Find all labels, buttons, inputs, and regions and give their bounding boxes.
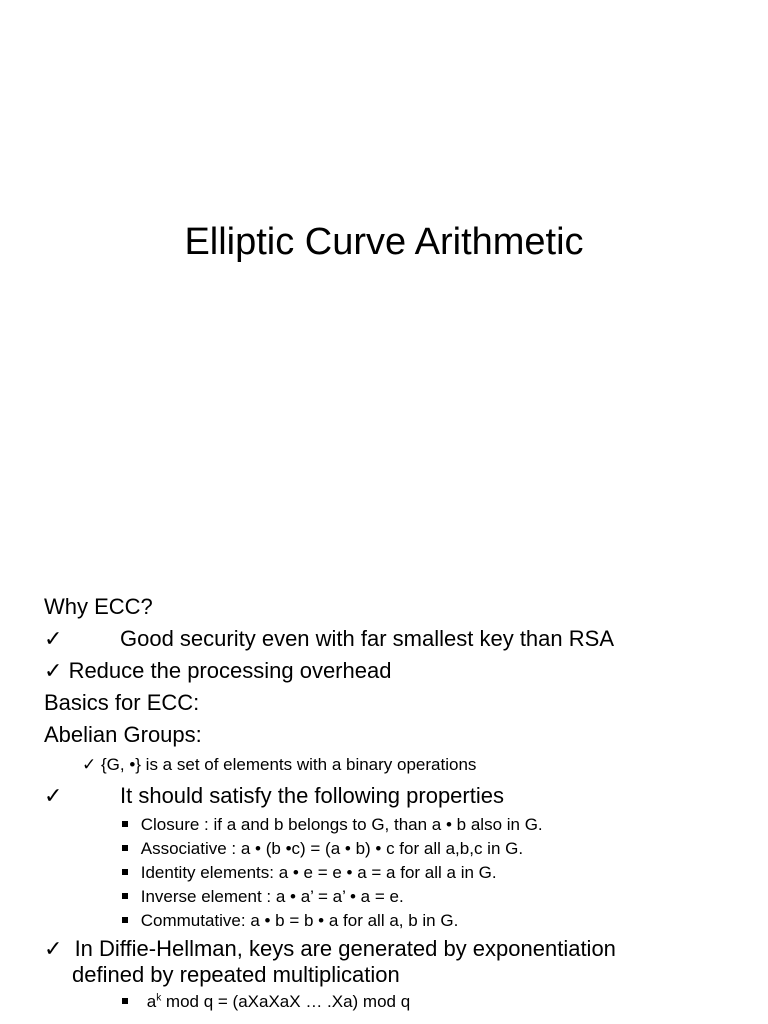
list-item-text: It should satisfy the following properties [120, 783, 504, 808]
property-item [122, 815, 543, 835]
checkmark-icon: ✓ [44, 936, 63, 961]
list-item [44, 658, 391, 683]
list-item [44, 783, 504, 808]
property-text: Closure : if a and b belongs to G, than a • b also in G. [140, 815, 543, 834]
list-item [44, 626, 614, 651]
formula-exponent: k [156, 992, 162, 1004]
list-item-text: {G, •} is a set of elements with a binary operations [100, 755, 477, 774]
square-bullet-icon [122, 869, 128, 875]
property-text: Associative : a • (b •c) = (a • b) • c for all a,b,c in G. [140, 839, 524, 858]
abelian-heading: Abelian Groups: [44, 722, 202, 747]
checkmark-icon: ✓ [44, 626, 63, 651]
property-text: Inverse element : a • a’ = a’ • a = e. [140, 887, 404, 906]
square-bullet-icon [122, 917, 128, 923]
property-text: Identity elements: a • e = e • a = a for all a in G. [140, 863, 497, 882]
list-item-text: Good security even with far smallest key than RSA [120, 626, 614, 651]
formula-text [147, 992, 410, 1011]
slide-title: Elliptic Curve Arithmetic [184, 221, 584, 263]
checkmark-icon: ✓ [82, 755, 97, 774]
checkmark-icon: ✓ [44, 658, 63, 683]
list-item [82, 755, 476, 775]
property-item [122, 911, 458, 931]
checkmark-icon: ✓ [44, 783, 63, 808]
why-ecc-heading: Why ECC? [44, 594, 153, 619]
formula-rest: mod q = (aXaXaX … .Xa) mod q [161, 992, 411, 1011]
square-bullet-icon [122, 845, 128, 851]
list-item [44, 936, 616, 961]
formula-item [122, 992, 410, 1012]
property-item [122, 863, 497, 883]
basics-heading: Basics for ECC: [44, 690, 200, 715]
property-text: Commutative: a • b = b • a for all a, b in G. [140, 911, 459, 930]
list-item-continuation: defined by repeated multiplication [72, 962, 400, 987]
property-item [122, 839, 523, 859]
list-item-text: Reduce the processing overhead [68, 658, 392, 683]
property-item [122, 887, 404, 907]
list-item-text: In Diffie-Hellman, keys are generated by exponentiation [74, 936, 616, 961]
square-bullet-icon [122, 821, 128, 827]
square-bullet-icon [122, 893, 128, 899]
square-bullet-icon [122, 998, 128, 1004]
formula-base: a [146, 992, 157, 1011]
